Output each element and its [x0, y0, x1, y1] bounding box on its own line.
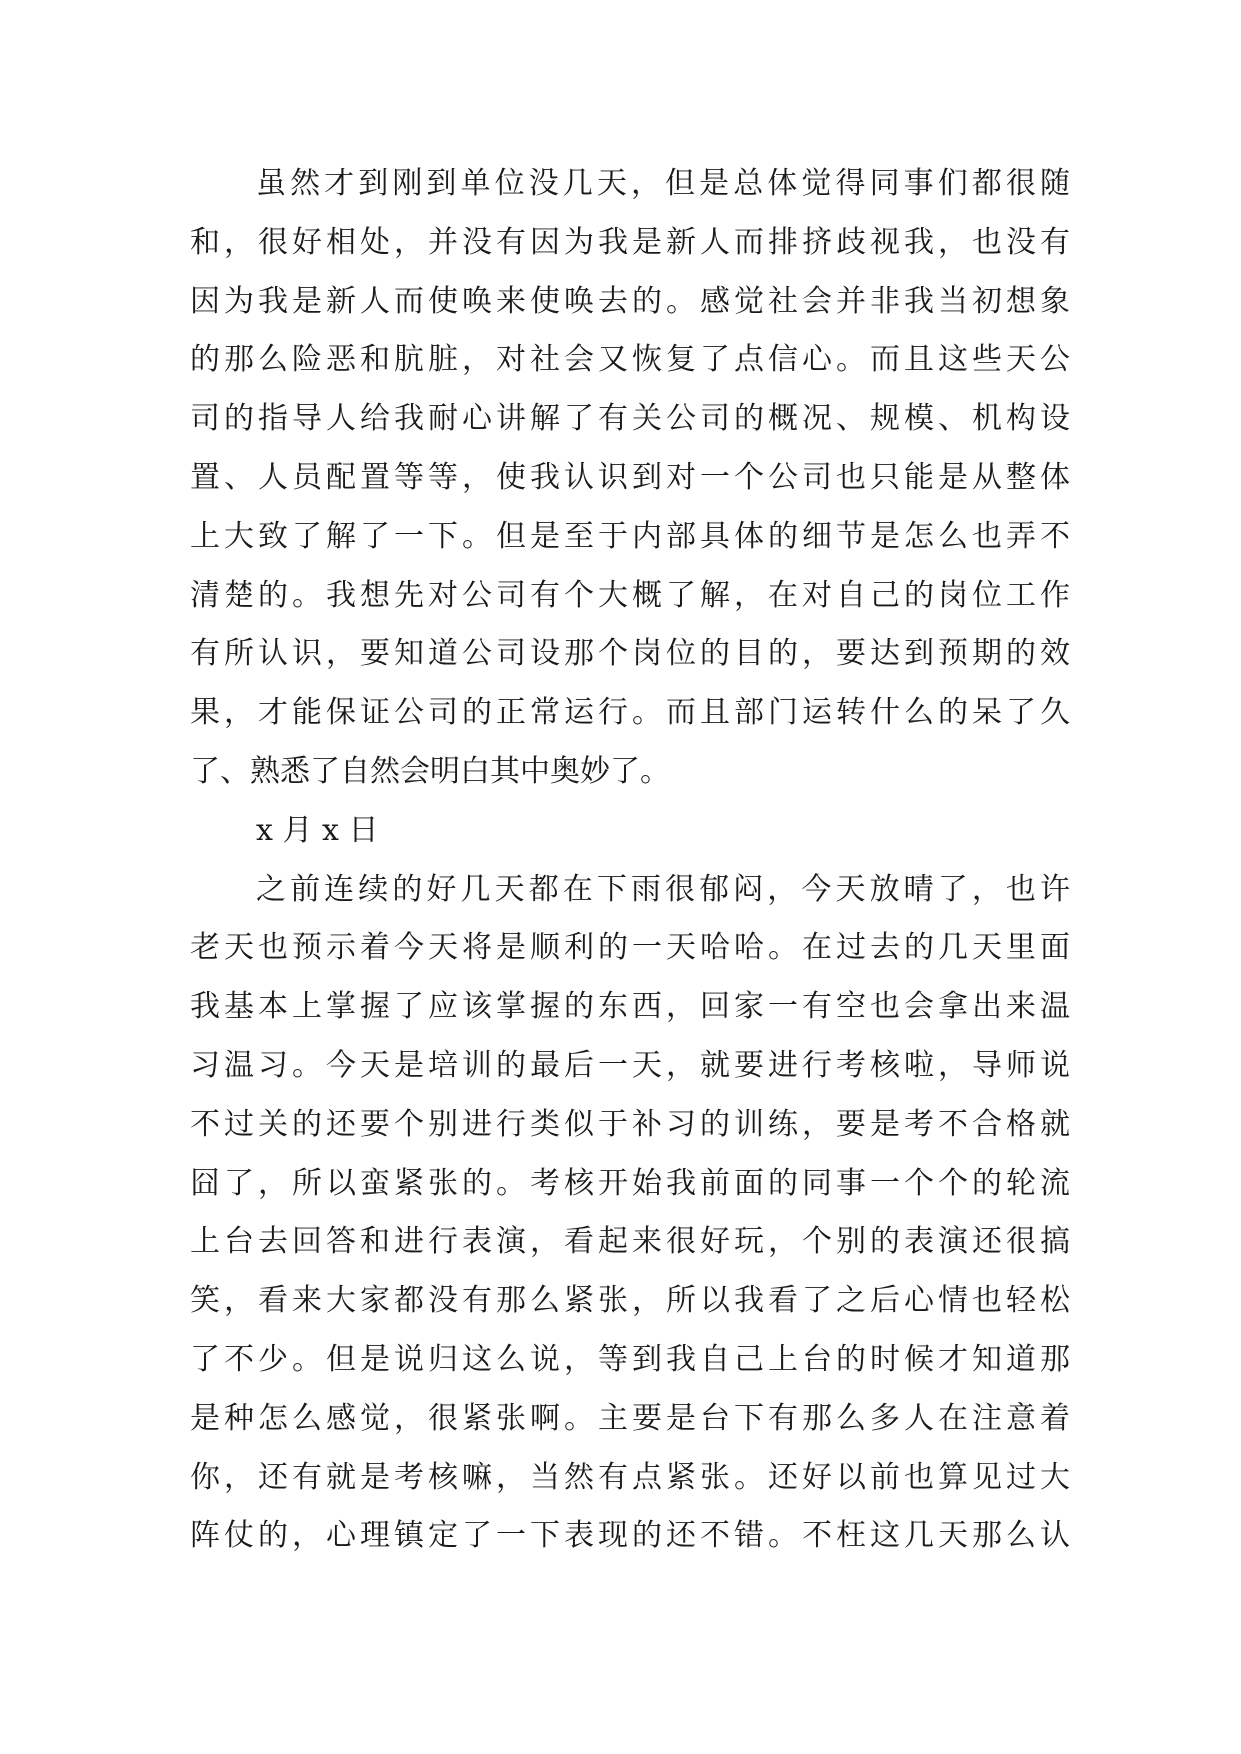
- paragraph-line: 笑，看来大家都没有那么紧张，所以我看了之后心情也轻松: [190, 1283, 1070, 1319]
- paragraph-line: 阵仗的，心理镇定了一下表现的还不错。不枉这几天那么认: [190, 1518, 1070, 1554]
- paragraph-line: 习温习。今天是培训的最后一天，就要进行考核啦，导师说: [190, 1047, 1070, 1083]
- paragraph-line: 有所认识，要知道公司设那个岗位的目的，要达到预期的效: [190, 636, 1070, 672]
- paragraph-line: 清楚的。我想先对公司有个大概了解，在对自己的岗位工作: [190, 577, 1070, 613]
- paragraph-line: 司的指导人给我耐心讲解了有关公司的概况、规模、机构设: [190, 401, 1070, 437]
- paragraph-1: [190, 155, 1070, 802]
- paragraph-line: 囧了，所以蛮紧张的。考核开始我前面的同事一个个的轮流: [190, 1165, 1070, 1201]
- paragraph-line: 的那么险恶和肮脏，对社会又恢复了点信心。而且这些天公: [190, 342, 1070, 378]
- document-body: [190, 155, 1070, 1566]
- date-heading: x 月 x 日: [256, 812, 379, 848]
- paragraph-line: 果，才能保证公司的正常运行。而且部门运转什么的呆了久: [190, 695, 1070, 731]
- paragraph-line: 是种怎么感觉，很紧张啊。主要是台下有那么多人在注意着: [190, 1400, 1070, 1436]
- paragraph-line: 置、人员配置等等，使我认识到对一个公司也只能是从整体: [190, 459, 1070, 495]
- paragraph-line: 了、熟悉了自然会明白其中奥妙了。: [190, 753, 670, 789]
- paragraph-line: 不过关的还要个别进行类似于补习的训练，要是考不合格就: [190, 1106, 1070, 1142]
- paragraph-line: 上台去回答和进行表演，看起来很好玩，个别的表演还很搞: [190, 1224, 1070, 1260]
- paragraph-line: 虽然才到刚到单位没几天，但是总体觉得同事们都很随: [256, 166, 1070, 201]
- paragraph-2: [190, 861, 1070, 1567]
- paragraph-line: 上大致了解了一下。但是至于内部具体的细节是怎么也弄不: [190, 518, 1070, 554]
- paragraph-line: 你，还有就是考核嘛，当然有点紧张。还好以前也算见过大: [190, 1459, 1070, 1495]
- paragraph-line: 了不少。但是说归这么说，等到我自己上台的时候才知道那: [190, 1341, 1070, 1377]
- paragraph-line: 和，很好相处，并没有因为我是新人而排挤歧视我，也没有: [190, 224, 1070, 260]
- paragraph-line: 因为我是新人而使唤来使唤去的。感觉社会并非我当初想象: [190, 283, 1070, 319]
- paragraph-line: 老天也预示着今天将是顺利的一天哈哈。在过去的几天里面: [190, 930, 1070, 966]
- paragraph-line: 我基本上掌握了应该掌握的东西，回家一有空也会拿出来温: [190, 989, 1070, 1025]
- paragraph-line: 之前连续的好几天都在下雨很郁闷，今天放晴了，也许: [256, 871, 1070, 907]
